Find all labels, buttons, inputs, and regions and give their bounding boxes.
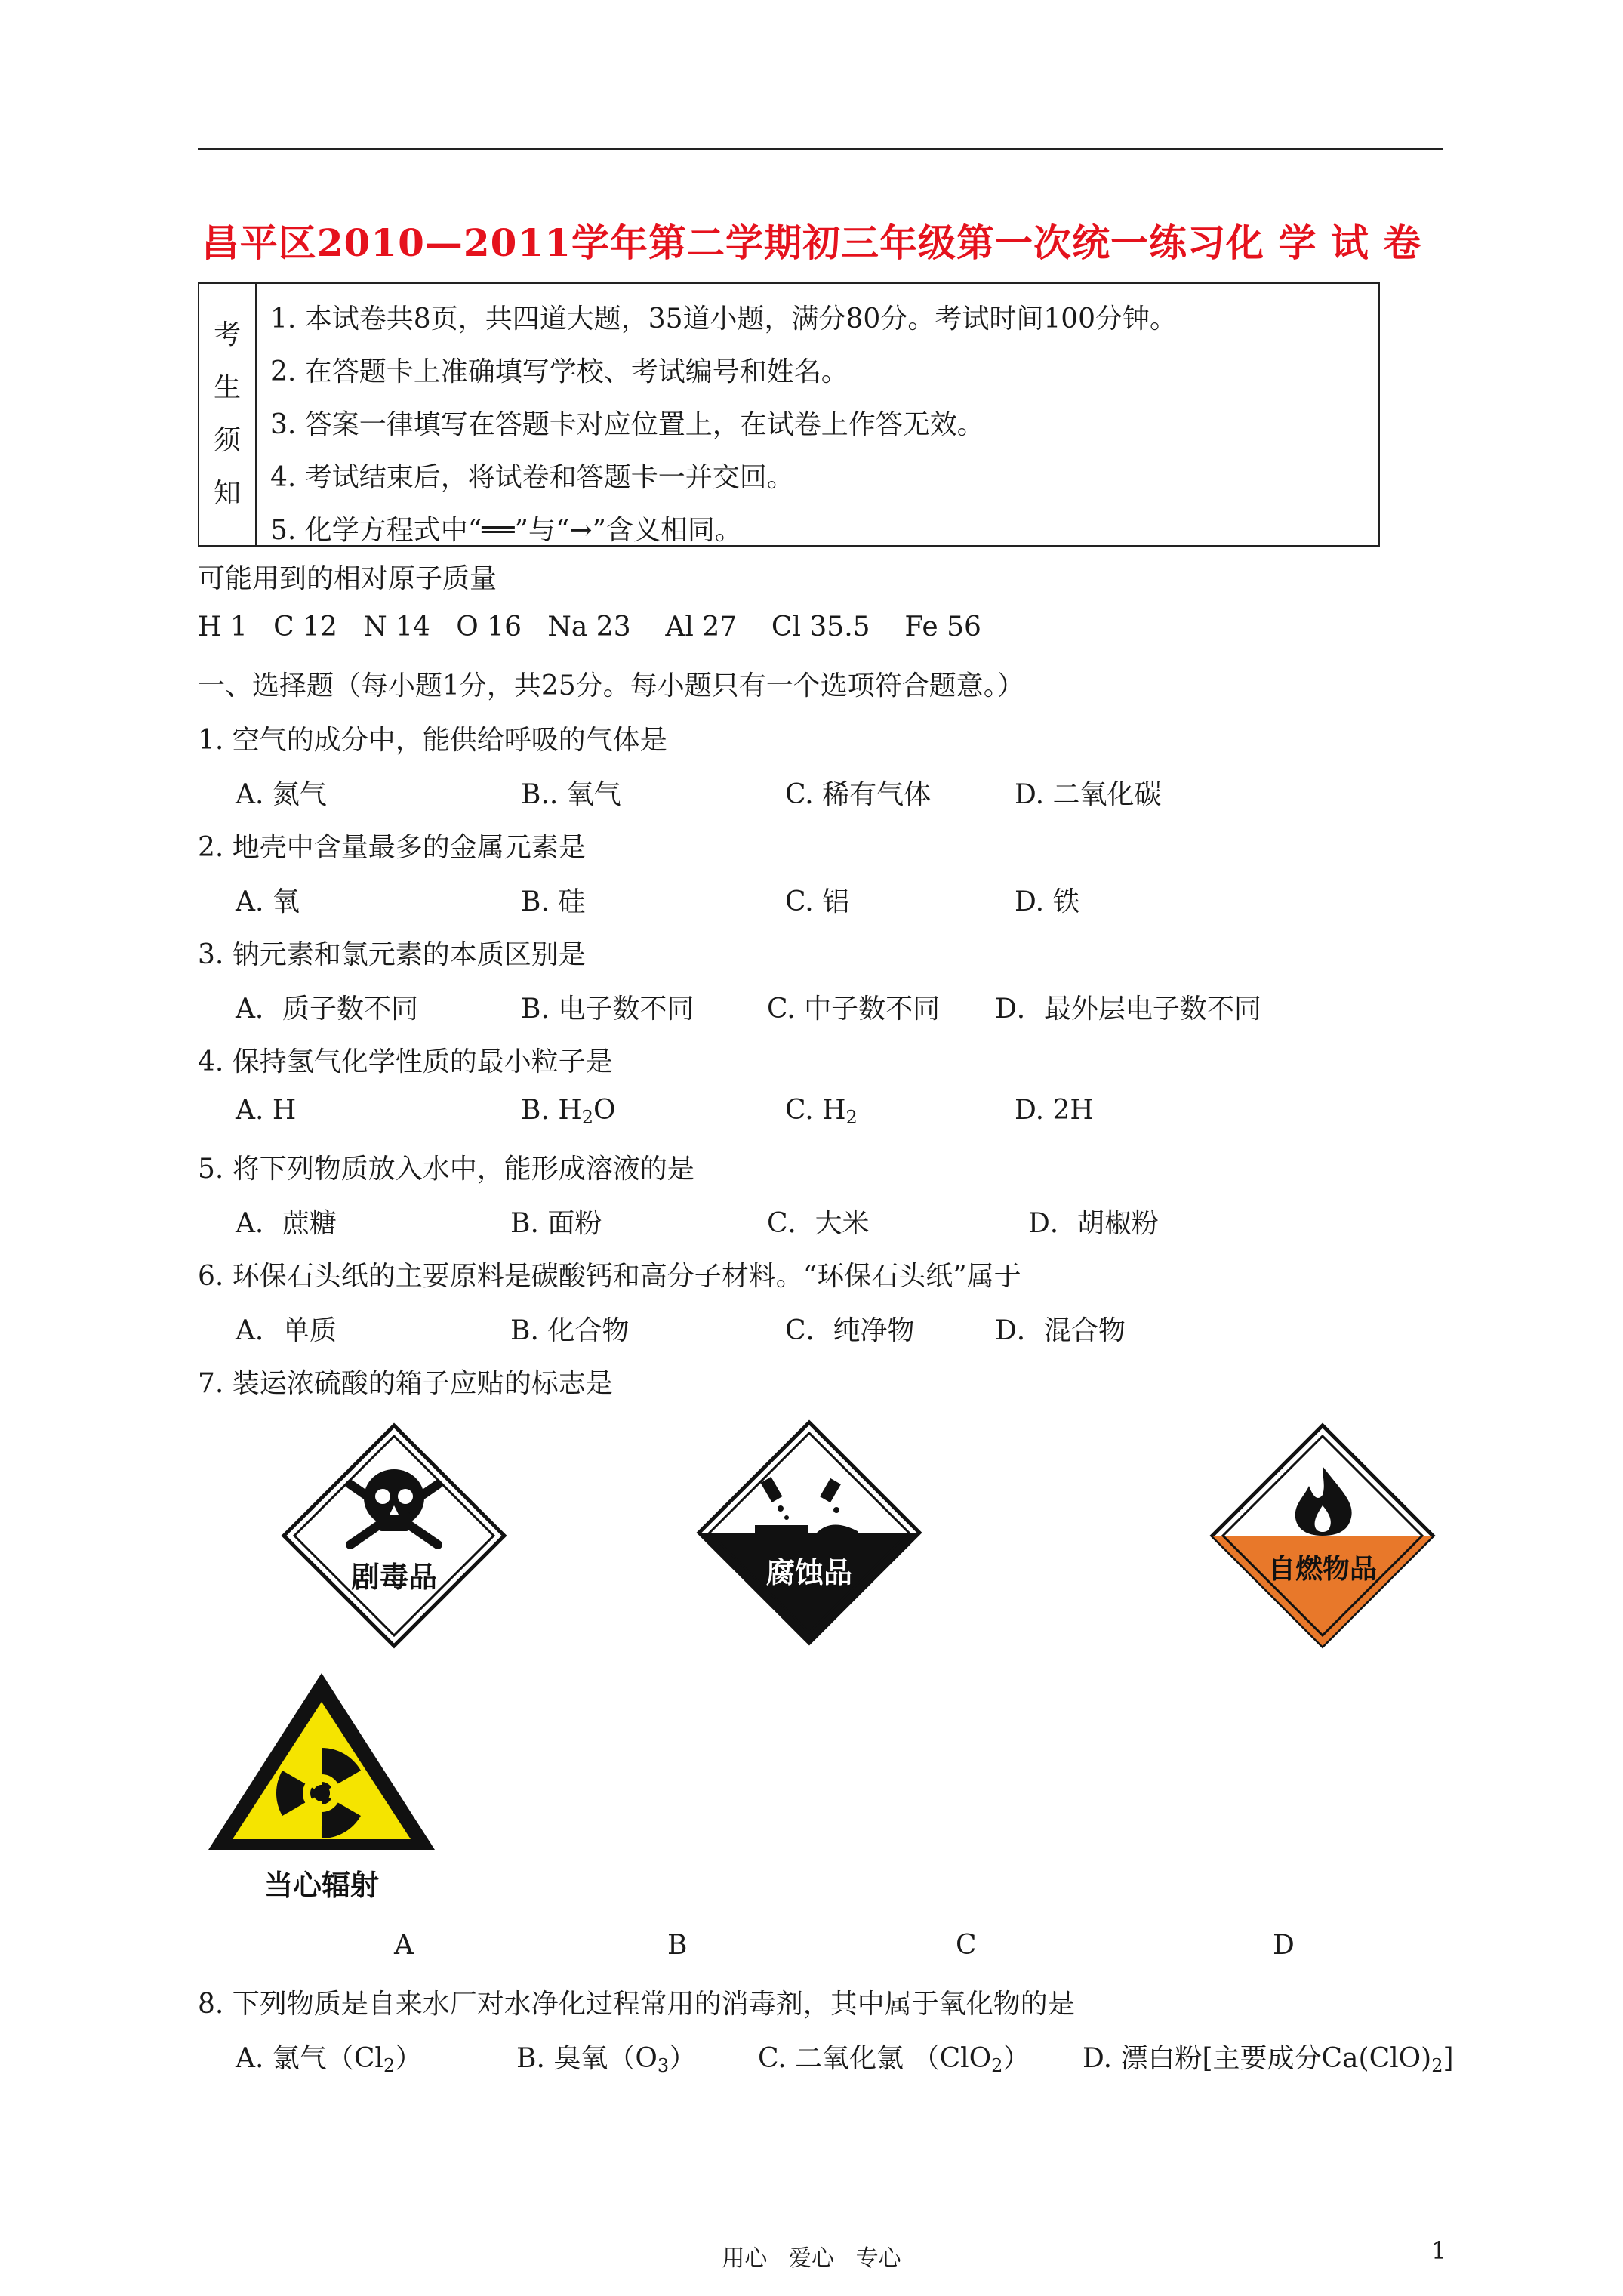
subscript: 2 (991, 2055, 1003, 2076)
question-stem: 4. 保持氢气化学性质的最小粒子是 (198, 1046, 613, 1077)
sign-option-label: B (667, 1930, 688, 1961)
option-b-text: B. 臭氧（O (516, 2043, 658, 2074)
subscript: 3 (657, 2055, 670, 2076)
corrosive-hazard-sign (696, 1419, 922, 1646)
notice-heading-char: 须 (213, 425, 241, 456)
option-c (758, 2037, 1030, 2076)
question-stem: 3. 钠元素和氯元素的本质区别是 (198, 939, 586, 970)
question-stem: 2. 地壳中含量最多的金属元素是 (198, 832, 586, 863)
atomic-mass-heading: 可能用到的相对原子质量 (198, 563, 497, 594)
option-a: A．蔗糖 (236, 1208, 337, 1239)
option-b: B. 电子数不同 (521, 994, 694, 1025)
notice-heading-char: 生 (213, 372, 241, 403)
formula-tail: ） (669, 2043, 697, 2074)
notice-list (270, 293, 1371, 557)
notice-heading (199, 284, 257, 545)
option-d: D．胡椒粉 (1028, 1208, 1159, 1239)
sign-option-label: C (956, 1930, 977, 1961)
option-b: B. 面粉 (510, 1208, 602, 1239)
sign-label: 剧毒品 (350, 1561, 438, 1594)
option-b (521, 1095, 616, 1128)
option-b (516, 2037, 696, 2076)
option-b: B. 化合物 (510, 1315, 630, 1346)
subscript: 2 (581, 1107, 594, 1128)
option-c (785, 1095, 858, 1128)
spontaneous-combustion-sign (1209, 1422, 1436, 1649)
subscript: 2 (383, 2055, 396, 2076)
option-b-text: B. H (521, 1095, 582, 1126)
exam-notice-box (198, 282, 1380, 547)
option-c: C．大米 (767, 1208, 870, 1239)
option-c: C．纯净物 (785, 1315, 915, 1346)
question-stem: 6. 环保石头纸的主要原料是碳酸钙和高分子材料。“环保石头纸”属于 (198, 1261, 1021, 1292)
page-title: 昌平区2010—2011学年第二学期初三年级第一次统一练习化 学 试 卷 (201, 220, 1422, 265)
notice-item: 3. 答案一律填写在答题卡对应位置上，在试卷上作答无效。 (270, 409, 984, 440)
option-c: C. 稀有气体 (785, 779, 932, 810)
notice-item: 5. 化学方程式中“══”与“→”含义相同。 (270, 515, 742, 546)
option-d-text: D. 漂白粉[主要成分Ca(ClO) (1083, 2043, 1432, 2074)
option-a: A. 氮气 (236, 779, 327, 810)
option-c-text: C. 二氧化氯 （ClO (758, 2043, 992, 2074)
question-stem: 7. 装运浓硫酸的箱子应贴的标志是 (198, 1368, 613, 1399)
option-c: C. 铝 (785, 886, 850, 917)
formula-tail: ] (1443, 2043, 1454, 2074)
question-stem: 5. 将下列物质放入水中，能形成溶液的是 (198, 1154, 694, 1185)
notice-heading-char: 知 (213, 478, 241, 509)
radiation-warning-sign (201, 1669, 442, 1910)
notice-item: 1. 本试卷共8页，共四道大题，35道小题，满分80分。考试时间100分钟。 (270, 304, 1178, 334)
option-c-text: C. H (785, 1095, 846, 1126)
formula-tail: ） (1002, 2043, 1030, 2074)
formula-tail: O (593, 1095, 616, 1126)
option-d: D. 铁 (1015, 886, 1080, 917)
sign-label: 自燃物品 (1267, 1554, 1378, 1585)
notice-item: 2. 在答题卡上准确填写学校、考试编号和姓名。 (270, 356, 848, 387)
option-d: D. 2H (1015, 1095, 1094, 1126)
option-b: B.. 氧气 (521, 779, 621, 810)
section-heading: 一、选择题（每小题1分，共25分。每小题只有一个选项符合题意。） (198, 670, 1024, 701)
option-a: A. H (236, 1095, 297, 1126)
option-c: C. 中子数不同 (767, 994, 941, 1025)
option-d (1083, 2037, 1454, 2076)
page-footer: 用心 爱心 专心 (722, 2245, 901, 2272)
subscript: 2 (845, 1107, 858, 1128)
notice-item: 4. 考试结束后，将试卷和答题卡一并交回。 (270, 462, 794, 493)
subscript: 2 (1431, 2055, 1443, 2076)
option-d: D．混合物 (995, 1315, 1126, 1346)
option-d: D．最外层电子数不同 (995, 994, 1261, 1025)
atomic-mass-values: H 1 C 12 N 14 O 16 Na 23 Al 27 Cl 35.5 Fe 56 (198, 612, 981, 643)
page-number: 1 (1431, 2236, 1447, 2265)
formula-tail: ） (395, 2043, 423, 2074)
sign-option-label: A (394, 1930, 414, 1961)
option-a (236, 2037, 422, 2076)
option-b: B. 硅 (521, 886, 586, 917)
sign-label: 腐蚀品 (765, 1556, 853, 1589)
question-stem: 1. 空气的成分中，能供给呼吸的气体是 (198, 725, 667, 756)
option-a: A．质子数不同 (236, 994, 418, 1025)
sign-option-label: D (1273, 1930, 1295, 1961)
toxic-hazard-sign (281, 1422, 507, 1649)
sign-label: 当心辐射 (263, 1869, 380, 1902)
option-d: D. 二氧化碳 (1015, 779, 1162, 810)
option-a-text: A. 氯气（Cl (236, 2043, 383, 2074)
notice-heading-char: 考 (213, 319, 241, 350)
question-stem: 8. 下列物质是自来水厂对水净化过程常用的消毒剂，其中属于氧化物的是 (198, 1989, 1075, 2020)
option-a: A．单质 (236, 1315, 337, 1346)
option-a: A. 氧 (236, 886, 300, 917)
top-rule (198, 148, 1443, 150)
